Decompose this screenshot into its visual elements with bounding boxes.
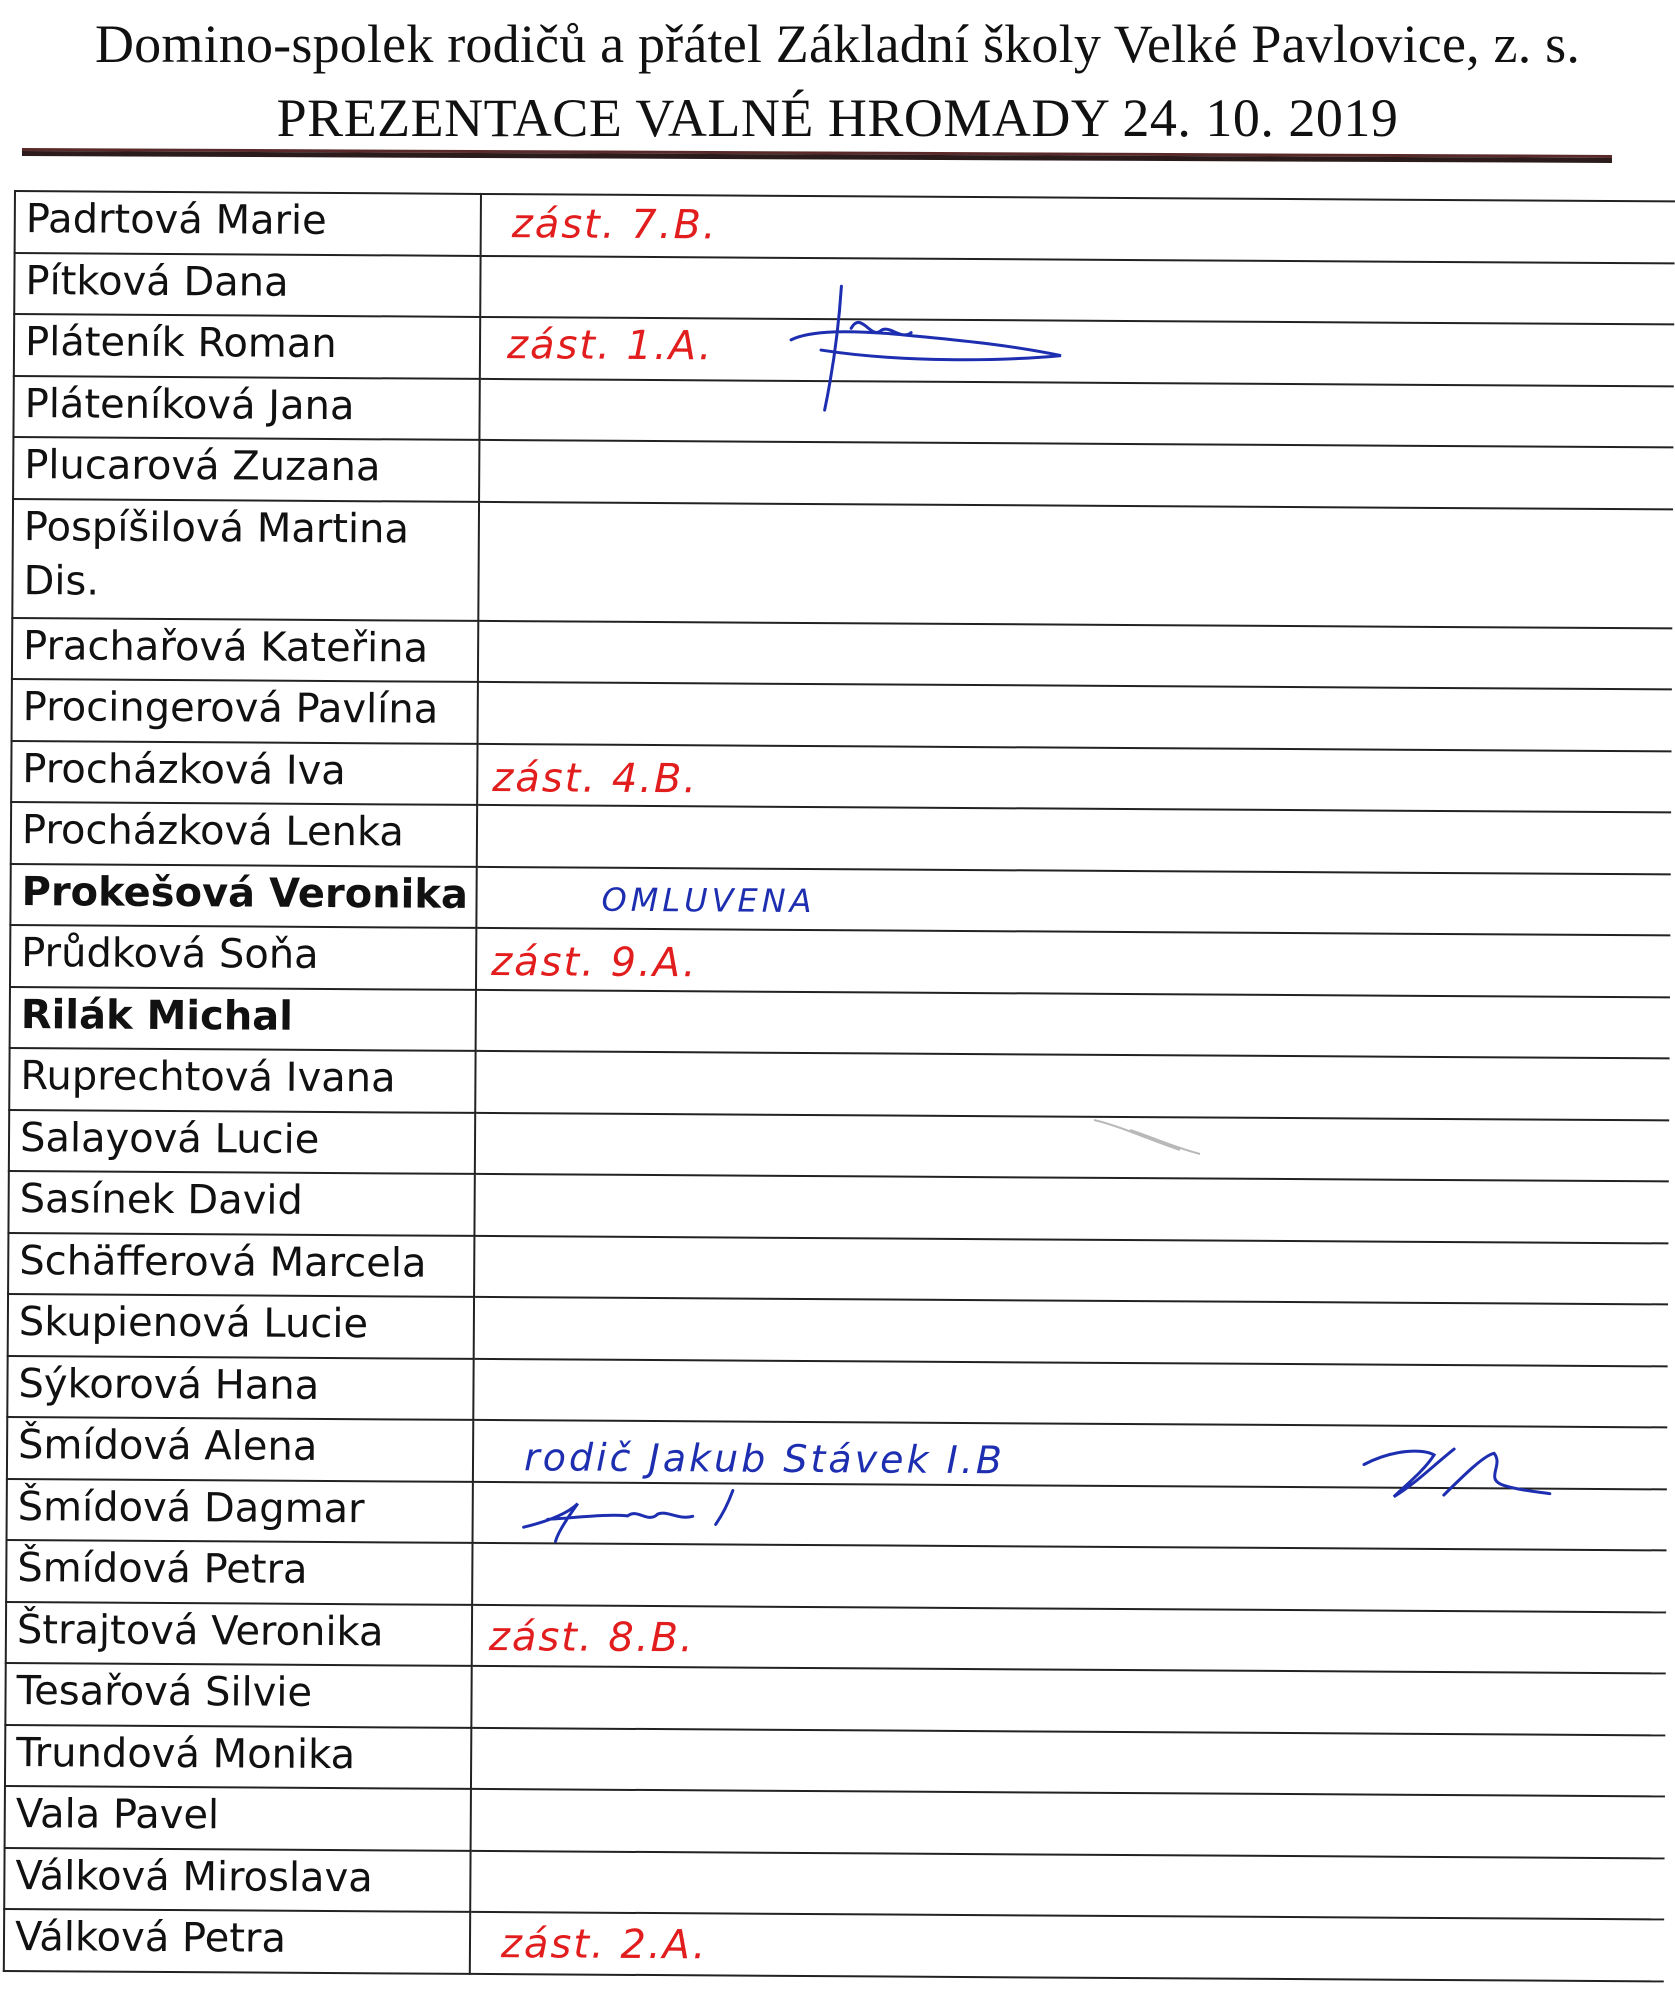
member-name: Válková Miroslava (4, 1847, 470, 1911)
attendance-table-area (0, 190, 1675, 1980)
member-name: Sasínek David (8, 1171, 474, 1235)
member-name: Salayová Lucie (9, 1109, 475, 1173)
header-divider (22, 148, 1612, 163)
table-row (5, 1786, 1665, 1858)
signature-cell (475, 1051, 1669, 1120)
member-name: Plucarová Zuzana (13, 437, 479, 501)
organization-name: Domino-spolek rodičů a přátel Základní školy Velké Pavlovice, z. s. (94, 14, 1581, 74)
signature-cell (476, 866, 1670, 935)
table-row (9, 1109, 1669, 1181)
signature-cell (478, 501, 1673, 627)
signature-cell (477, 743, 1671, 812)
document-title: PREZENTACE VALNÉ HROMADY 24. 10. 2019 (276, 88, 1399, 148)
handwritten-note: zást. 4.B. (492, 754, 699, 802)
handwritten-note: zást. 2.A. (500, 1921, 708, 1969)
table-row (9, 1048, 1669, 1120)
table-row (5, 1663, 1665, 1735)
member-name: Prachařová Kateřina (12, 617, 478, 681)
table-row (10, 986, 1670, 1058)
signature-cell (476, 989, 1670, 1058)
signature-cell (470, 1912, 1664, 1981)
table-row (15, 191, 1675, 263)
signature-cell (474, 1174, 1668, 1243)
signature-cell (472, 1604, 1666, 1673)
table-row (4, 1847, 1664, 1919)
signature-cell (478, 620, 1672, 689)
table-row (12, 617, 1672, 689)
member-name: Šmídová Petra (6, 1540, 472, 1604)
member-name: Šmídová Alena (7, 1417, 473, 1481)
signature-cell (474, 1297, 1668, 1366)
signature-cell (479, 378, 1673, 447)
handwritten-note: zást. 1.A. (506, 322, 714, 370)
member-name: Pláteníková Jana (13, 376, 479, 440)
member-name: Štrajtová Veronika (6, 1601, 472, 1665)
member-name: Vala Pavel (5, 1786, 471, 1850)
table-row (8, 1232, 1668, 1304)
signature-cell (477, 805, 1671, 874)
signature-cell (481, 194, 1675, 263)
signature-cell (473, 1420, 1667, 1489)
table-row (10, 925, 1670, 997)
member-name: Skupienová Lucie (8, 1294, 474, 1358)
signature-cell (480, 317, 1674, 386)
signature-cell (474, 1235, 1668, 1304)
table-row (5, 1724, 1665, 1796)
member-name: Válková Petra (4, 1909, 470, 1973)
signature-cell (472, 1543, 1666, 1612)
signature-cell (473, 1481, 1667, 1550)
member-name: Šmídová Dagmar (7, 1478, 473, 1542)
member-name: Prokešová Veronika (10, 863, 476, 927)
handwritten-note: zást. 7.B. (511, 201, 718, 249)
table-row (10, 863, 1670, 935)
member-name: Procingerová Pavlína (12, 679, 478, 743)
signature-cell (471, 1789, 1665, 1858)
table-row (12, 679, 1672, 751)
signature-cell (476, 928, 1670, 997)
table-row (13, 437, 1673, 509)
member-name: Schäfferová Marcela (8, 1232, 474, 1296)
pencil-smudge (1090, 1110, 1230, 1160)
table-row (7, 1478, 1667, 1550)
member-name-line: Pospíšilová Martina (23, 503, 410, 552)
member-name: Padrtová Marie (15, 191, 481, 255)
table-row (14, 314, 1674, 386)
member-name: Pláteník Roman (14, 314, 480, 378)
member-name: Pítková Dana (14, 253, 480, 317)
handwritten-note: OMLUVENA (601, 880, 816, 920)
table-row (12, 499, 1673, 628)
table-row (7, 1417, 1667, 1489)
signature-cell (475, 1112, 1669, 1181)
signature-cell (471, 1727, 1665, 1796)
handwritten-note: zást. 9.A. (491, 939, 698, 987)
handwritten-note: zást. 8.B. (488, 1613, 695, 1661)
member-name: Průdková Soňa (10, 925, 476, 989)
table-row (11, 740, 1671, 812)
table-row (11, 802, 1671, 874)
signature-cell (480, 255, 1674, 324)
table-row (13, 376, 1673, 448)
table-row (6, 1601, 1666, 1673)
table-row (8, 1294, 1668, 1366)
member-name: Sýkorová Hana (7, 1355, 473, 1419)
signature-cell (478, 682, 1672, 751)
signature-cell (479, 440, 1673, 509)
member-name: Ruprechtová Ivana (9, 1048, 475, 1112)
member-name (12, 499, 479, 621)
table-row (4, 1909, 1664, 1981)
table-row (7, 1355, 1667, 1427)
member-name: Procházková Lenka (11, 802, 477, 866)
table-row (6, 1540, 1666, 1612)
member-name: Tesařová Silvie (5, 1663, 471, 1727)
member-name-line: Dis. (23, 557, 100, 605)
member-name: Rilák Michal (10, 986, 476, 1050)
signature-cell (471, 1666, 1665, 1735)
member-name: Procházková Iva (11, 740, 477, 804)
signature-icon (518, 1483, 758, 1545)
attendance-table (3, 190, 1675, 1982)
handwritten-note: rodič Jakub Stávek I.B (523, 1435, 1006, 1483)
signature-cell (473, 1358, 1667, 1427)
member-name: Trundová Monika (5, 1724, 471, 1788)
table-row (8, 1171, 1668, 1243)
signature-cell (470, 1850, 1664, 1919)
